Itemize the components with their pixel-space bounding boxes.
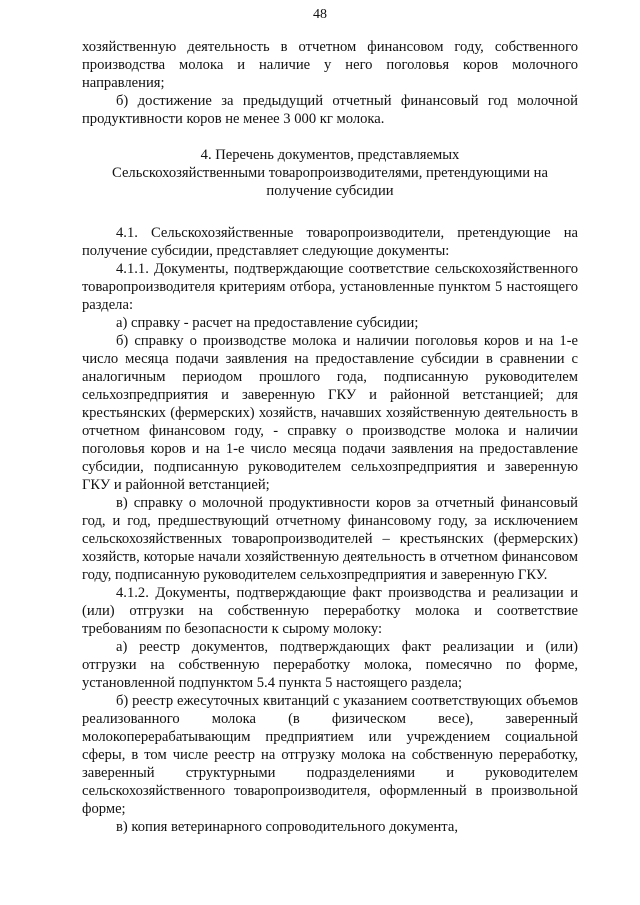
page-content — [82, 38, 578, 836]
list-item: а) реестр документов, подтверждающих факт реализации и (или) отгрузки на собственную переработку молока, помесячно по форме, установленной подпунктом 5.4 пункта 5 настоящего раздела; — [82, 639, 578, 691]
paragraph: хозяйственную деятельность в отчетном финансовом году, собственного производства молока и наличие у него поголовья коров молочного направления; — [82, 39, 578, 91]
paragraph: 4.1.2. Документы, подтверждающие факт производства и реализации и (или) отгрузки на собственную переработку молока и соответствие требованиям по безопасности к сырому молоку: — [82, 585, 578, 637]
paragraph: 4.1. Сельскохозяйственные товаропроизводители, претендующие на получение субсидии, представляет следующие документы: — [82, 225, 578, 259]
list-item: б) справку о производстве молока и наличии поголовья коров и на 1-е число месяца подачи заявления на предоставление субсидии в сравнении с аналогичным периодом прошлого года, подписанную руководителем сельхозпредприятия и заверенную ГКУ и районной ветстанцией; для крестьянских (фермерских) хозяйств, начавших хозяйственную деятельность в отчетном финансовом году, - справку о производстве молока и наличии поголовья коров и на 1-е число месяца подачи заявления на предоставление субсидии, подписанную руководителем сельхозпредприятия и заверенную ГКУ и районной ветстанцией; — [82, 333, 578, 493]
heading-line: Сельскохозяйственными товаропроизводителями, претендующими на — [112, 165, 548, 181]
heading-line: 4. Перечень документов, представляемых — [200, 147, 460, 163]
paragraph: б) достижение за предыдущий отчетный финансовый год молочной продуктивности коров не менее 3 000 кг молока. — [82, 93, 578, 127]
page-number: 48 — [313, 7, 327, 22]
section-heading — [82, 146, 578, 200]
list-item: в) копия ветеринарного сопроводительного документа, — [116, 819, 458, 835]
list-item: а) справку - расчет на предоставление субсидии; — [116, 315, 419, 331]
list-item: в) справку о молочной продуктивности коров за отчетный финансовый год, и год, предшествующий отчетному финансовому году, за исключением сельскохозяйственных товаропроизводителей – крестьянских (фермерских) хозяйств, которые начали хозяйственную деятельность в отчетном финансовом году, подписанную руководителем сельхозпредприятия и заверенную ГКУ. — [82, 495, 578, 583]
heading-line: получение субсидии — [266, 183, 394, 199]
list-item: б) реестр ежесуточных квитанций с указанием соответствующих объемов реализованного молока (в физическом весе), заверенный молокоперерабатывающим предприятием или учреждением социальной сферы, в том числе реестр на отгрузку молока на собственную переработку, заверенный структурными подразделениями и руководителем сельскохозяйственного товаропроизводителя, оформленный в произвольной форме; — [82, 693, 578, 817]
paragraph: 4.1.1. Документы, подтверждающие соответствие сельскохозяйственного товаропроизводителя критериям отбора, установленные пунктом 5 настоящего раздела: — [82, 261, 578, 313]
